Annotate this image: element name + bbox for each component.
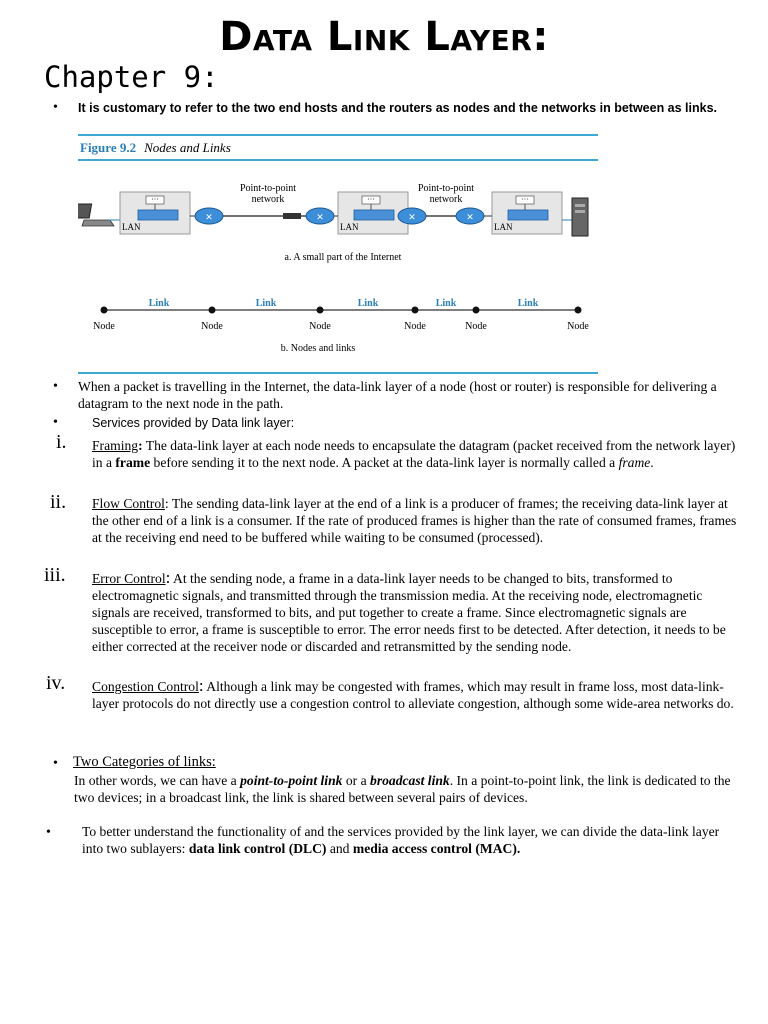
congestion-control-colon: : [198,676,204,695]
lan-box-1 [120,192,190,234]
services-heading: Services provided by Data link layer: [92,416,295,430]
flow-control-title: Flow Control [92,496,165,511]
link-label-2: Link [255,298,277,309]
server-icon [572,198,588,236]
error-control-colon: : [165,568,171,587]
framing-bold: frame [115,455,151,470]
svg-text:✕: ✕ [316,212,324,222]
lan-3-label: LAN [494,222,513,232]
sublayers-mac: media access control (MAC). [352,841,521,856]
framing-text-2: before sending it to the next node. A packet at the data-link layer is normally called a [150,455,619,470]
bullet-marker: • [53,415,58,430]
sublayers-text-1: To better understand the functionality of and the services provided by the link layer, we can divide the data-link layer into two sublayers: [82,824,720,856]
node-label-2: Node [201,321,223,332]
figure-nodes-and-links [78,134,598,378]
framing-italic: frame [618,455,651,470]
node-label-6: Node [567,321,589,332]
categories-text-2: or a [342,773,371,788]
lan-2-dots: ··· [367,195,375,204]
router-icon-4 [456,208,484,224]
ptp-label-1a: Point-to-point [239,183,297,194]
framing-colon: : [138,438,143,453]
categories-paragraph [74,772,742,806]
roman-numeral-iv: iv. [46,672,66,694]
lan-2-label: LAN [340,222,359,232]
intro-text: It is customary to refer to the two end hosts and the routers as nodes and the networks in between as links. [78,101,718,115]
roman-numeral-i: i. [56,431,67,453]
congestion-control-paragraph [92,677,742,712]
roman-numeral-iii: iii. [44,564,66,586]
link-label-5: Link [517,298,539,309]
figure-title: Nodes and Links [144,140,231,155]
error-control-text: At the sending node, a frame in a data-link layer needs to be changed to bits, transformed to electromagnetic signals, and transmitted through the transmission media. At the receiving node, electromagnetic signals are received, transformed to bits, and put together to create a frame. Since electromagnetic signals are susceptible to error, a frame is susceptible to error. The error needs first to be detected. After detection, it needs to be either corrected at the receiver node or discarded and retransmitted by the sending node. [92,571,726,654]
link-label-1: Link [148,298,170,309]
lan-1-dots: ··· [151,195,159,204]
roman-numeral-ii: ii. [50,491,67,513]
part-b-caption: b. Nodes and links [280,343,356,354]
node-label-5: Node [465,321,487,332]
chapter-heading: Chapter 9: [44,60,219,94]
part-a-caption: a. A small part of the Internet [284,252,402,263]
error-control-paragraph [92,569,742,655]
ptp-label-1b: network [251,194,285,205]
congestion-control-title: Congestion Control [92,679,199,694]
ptp-label-2b: network [429,194,463,205]
error-control-title: Error Control [92,571,166,586]
bullet-marker: • [53,756,58,771]
node-label-1: Node [93,321,115,332]
router-icon-1 [195,208,223,224]
sublayers-paragraph [82,823,722,857]
framing-paragraph [92,437,742,471]
flow-control-text: : The sending data-link layer at the end of a link is a producer of frames; the receiving data-link layer at the other end of a link is a consumer. If the rate of produced frames is higher than the rate of consumed frames, frames at the receiving end need to be buffered while waiting to be consumed (processed). [92,496,737,545]
link-label-3: Link [357,298,379,309]
congestion-control-text: Although a link may be congested with frames, which may result in frame loss, most data-link-layer protocols do not directly use a congestion control to alleviate congestion, although some wide-area networks do. [92,679,734,711]
link-label-4: Link [435,298,457,309]
svg-text:✕: ✕ [466,212,474,222]
bullet-marker: • [53,100,58,115]
categories-text-1: In other words, we can have a [74,773,241,788]
page-title: Data Link Layer: [219,14,549,60]
router-icon-2 [306,208,334,224]
svg-text:✕: ✕ [205,212,213,222]
framing-text-1: The data-link layer at each node needs to encapsulate the datagram (packet received from the network layer) in a [92,438,736,470]
lan-box-2 [338,192,408,234]
framing-end: . [650,455,654,470]
lan-1-label: LAN [122,222,141,232]
figure-number: Figure 9.2 [80,140,137,155]
lan-3-dots: ··· [521,195,529,204]
network-diagram [78,134,598,374]
bullet-marker: • [53,379,58,394]
categories-text-3: . In a point-to-point link, the link is dedicated to the two devices; in a broadcast link, the link is shared between several pairs of devices. [74,773,731,805]
bullet-marker: • [46,825,51,840]
lan-box-3 [492,192,562,234]
sublayers-and: and [326,841,353,856]
categories-ptp: point-to-point link [240,773,343,788]
node-label-4: Node [404,321,426,332]
framing-title: Framing [92,438,139,453]
flow-control-paragraph [92,495,742,546]
sublayers-dlc: data link control (DLC) [188,841,327,856]
router-icon-3 [398,208,426,224]
svg-text:✕: ✕ [408,212,416,222]
ptp-label-2a: Point-to-point [417,183,475,194]
categories-broadcast: broadcast link [370,773,450,788]
laptop-icon [78,204,114,226]
packet-travel-text: When a packet is travelling in the Internet, the data-link layer of a node (host or router) is responsible for delivering a datagram to the next node in the path. [78,379,717,411]
categories-heading: Two Categories of links: [73,754,216,770]
node-label-3: Node [309,321,331,332]
figure-bottom-rule [78,372,598,374]
